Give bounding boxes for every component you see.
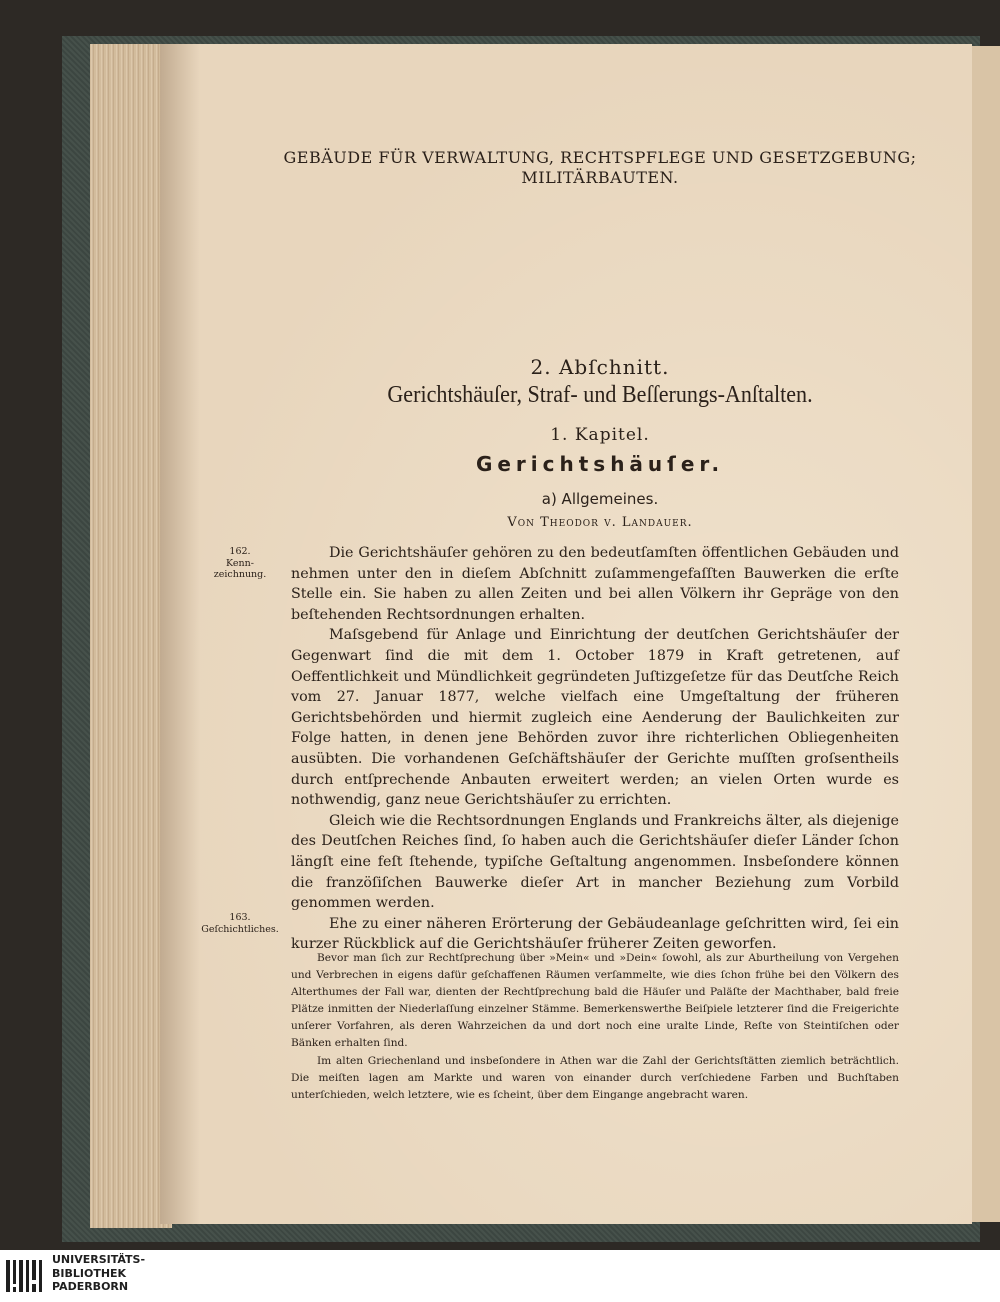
header-line-2: MILITÄRBAUTEN. <box>521 168 679 187</box>
chapter-number: 1. Kapitel. <box>550 425 650 445</box>
logo-line: BIBLIOTHEK <box>52 1266 127 1280</box>
library-logo-icon <box>6 1256 44 1296</box>
subsection-heading: a) Allgemeines. <box>541 490 659 508</box>
paragraph: Gleich wie die Rechtsordnungen Englands und Frankreichs älter, als diejenige des Deutſchen Reiches ſind, ſo haben auch die Gerichtshäuſer dieſer Länder ſchon längſt eine feſt ſtehende, typiſche Geſtaltung angenommen. Insbeſondere können die franzöſiſchen Bauwerke dieſer Art in mancher Beziehung zum Vorbild genommen werden. <box>291 812 899 912</box>
gutter-shadow <box>160 44 200 1224</box>
logo-line: UNIVERSITÄTS- <box>52 1253 146 1266</box>
paragraph: Maſsgebend für Anlage und Einrichtung der deutſchen Gerichtshäuſer der Gegenwart ſind die mit dem 1. October 1879 in Kraft getretenen, auf Oeffentlichkeit und Mündlichkeit gegründeten Juſtizgeſetze für das Deutſche Reich vom 27. Januar 1877, welche vielfach eine Umgeſtaltung der früheren Gerichtsbehörden und hiermit zugleich eine Aenderung der Baulichkeiten zur Folge hatten, in denen jene Behörden zuvor ihre richterlichen Obliegenheiten ausübten. Die vorhandenen Geſchäftshäuſer der Gerichte muſſten groſsentheils durch entſprechende Anbauten erweitert werden; an vielen Orten wurde es nothwendig, ganz neue Gerichtshäuſer zu errichten. <box>291 627 899 809</box>
running-header <box>280 148 920 188</box>
margin-note-text: Geſchichtliches. <box>201 923 279 935</box>
section-title: Gerichtshäuſer, Straf- und Beſſerungs-Anſtalten. <box>387 382 813 408</box>
paragraph: Die Gerichtshäuſer gehören zu den bedeutſamſten öffentlichen Gebäuden und nehmen unter den in dieſem Abſchnitt zuſammengefaſſten Bauwerken die erſte Stelle ein. Sie haben zu allen Zeiten und bei allen Völkern ihr Gepräge von den beſtehenden Rechtsordnungen erhalten. <box>291 545 899 623</box>
header-line-1: GEBÄUDE FÜR VERWALTUNG, RECHTSPFLEGE UND GESETZGEBUNG; <box>283 148 917 167</box>
margin-note-162 <box>200 546 280 581</box>
margin-note-text: zeichnung. <box>213 569 267 580</box>
library-logo <box>0 1250 1000 1302</box>
small-paragraph: Bevor man ſich zur Rechtſprechung über »Mein« und »Dein« ſowohl, als zur Aburtheilung von Vergehen und Verbrechen in eigens dafür geſchaffenen Räumen verſammelte, wie dies ſchon frühe bei den Völkern des Alterthumes der Fall war, dienten der Rechtſprechung bald die Häuſer und Paläſte der Machthaber, bald freie Plätze inmitten der Niederlaſſung einzelner Stämme. Bemerkenswerthe Beiſpiele letzterer ſind die Freigerichte unſerer Vorfahren, als deren Wahrzeichen da und dort noch eine uralte Linde, Reſte von Steintiſchen oder Bänken erhalten ſind. <box>291 952 899 1050</box>
margin-note-text: Kenn- <box>226 557 254 569</box>
small-print-text <box>291 950 899 1104</box>
paragraph: Ehe zu einer näheren Erörterung der Gebäudeanlage geſchritten wird, ſei ein kurzer Rückblick auf die Gerichtshäuſer früherer Zeiten geworfen. <box>291 915 899 953</box>
margin-note-number: 163. <box>229 912 251 923</box>
library-logo-text <box>52 1253 145 1294</box>
page-edge-right <box>972 46 1000 1222</box>
margin-note-163 <box>200 912 280 935</box>
chapter-title: Gerichtshäuſer. <box>475 452 725 476</box>
logo-line: PADERBORN <box>52 1280 129 1293</box>
section-number: 2. Abſchnitt. <box>530 355 670 379</box>
small-paragraph: Im alten Griechenland und insbeſondere in Athen war die Zahl der Gerichtsſtätten ziemlich beträchtlich. Die meiſten lagen am Markte und waren von einander durch verſchiedene Farben und Buchſtaben unterſchieden, welch letztere, wie es ſcheint, über dem Eingange angebracht waren. <box>291 1054 899 1101</box>
author-line: Von Theodor v. Landauer. <box>507 515 693 530</box>
margin-note-number: 162. <box>229 546 251 557</box>
body-text <box>291 543 899 955</box>
